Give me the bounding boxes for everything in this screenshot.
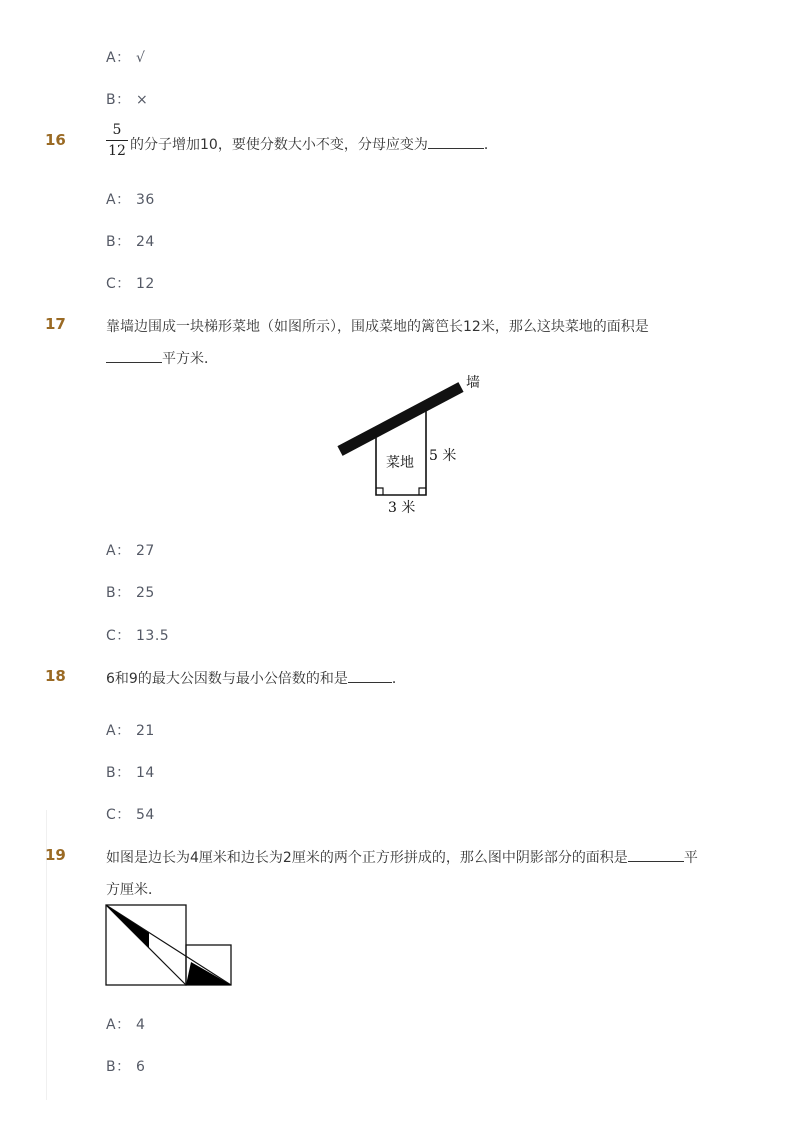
option-label: A：: [106, 1017, 131, 1033]
option-label: A：: [106, 50, 131, 66]
q16-option-a[interactable]: [106, 189, 155, 209]
fraction-bar: [106, 140, 128, 141]
q17-option-c[interactable]: [106, 625, 169, 645]
q19-text-line1: [106, 847, 698, 867]
q18-option-c[interactable]: [106, 804, 155, 824]
option-value: 27: [136, 543, 155, 559]
fraction-numerator: 5: [112, 122, 122, 138]
option-label: C：: [106, 628, 131, 644]
q17-stem-end: 平方米．: [162, 351, 218, 367]
q18-stem-end: ．: [391, 671, 406, 687]
q17-text-line2: [106, 348, 218, 368]
option-value: 12: [136, 276, 155, 292]
option-value: 21: [136, 723, 155, 739]
option-label: C：: [106, 276, 131, 292]
answer-blank: [428, 136, 484, 149]
answer-blank: [106, 350, 162, 363]
option-label: C：: [106, 807, 131, 823]
q19-option-b[interactable]: [106, 1056, 145, 1076]
q18-stem: 6和9的最大公因数与最小公倍数的和是: [106, 671, 348, 687]
option-value: 24: [136, 234, 155, 250]
q17-text-line1: 靠墙边围成一块梯形菜地（如图所示），围成菜地的篱笆长12米，那么这块菜地的面积是: [106, 319, 649, 335]
q16-option-c[interactable]: [106, 273, 155, 293]
option-value: 13.5: [136, 628, 170, 644]
option-label: B：: [106, 234, 131, 250]
option-value: 36: [136, 192, 155, 208]
fraction-denominator: 12: [108, 143, 126, 159]
option-value: 14: [136, 765, 155, 781]
option-value: 54: [136, 807, 155, 823]
option-value: 4: [136, 1017, 146, 1033]
right-angle-mark-left: [376, 488, 383, 495]
q17-option-a[interactable]: [106, 540, 155, 560]
option-label: B：: [106, 1059, 131, 1075]
question-number-17: 17: [45, 315, 66, 333]
q16-text: [130, 134, 498, 154]
q18-option-b[interactable]: [106, 762, 155, 782]
q17-garden-figure: [330, 370, 500, 518]
answer-blank: [348, 670, 392, 683]
q19-squares-figure: [104, 903, 236, 989]
q19-text-line2: 方厘米．: [106, 882, 162, 898]
q19-stem: 如图是边长为4厘米和边长为2厘米的两个正方形拼成的，那么图中阴影部分的面积是: [106, 850, 628, 866]
q16-stem-end: ．: [483, 137, 498, 153]
q18-option-a[interactable]: [106, 720, 155, 740]
option-label: B：: [106, 92, 131, 108]
option-label: A：: [106, 192, 131, 208]
q17-option-b[interactable]: [106, 582, 155, 602]
option-value: 25: [136, 585, 155, 601]
q15-option-b[interactable]: [106, 89, 148, 109]
q18-text: [106, 668, 406, 688]
wall: [340, 387, 461, 451]
q19-option-a[interactable]: [106, 1014, 145, 1034]
bottom-length-label: 3 米: [388, 500, 416, 516]
option-value: ×: [136, 92, 149, 108]
side-length-label: 5 米: [429, 448, 457, 464]
option-label: A：: [106, 543, 131, 559]
shaded-region-lower: [186, 962, 231, 985]
option-label: B：: [106, 765, 131, 781]
option-label: B：: [106, 585, 131, 601]
q16-fraction: [106, 121, 128, 160]
right-angle-mark-right: [419, 488, 426, 495]
answer-blank: [628, 849, 684, 862]
question-number-18: 18: [45, 667, 66, 685]
question-number-16: 16: [45, 131, 66, 149]
q16-option-b[interactable]: [106, 231, 155, 251]
q16-stem: 的分子增加10，要使分数大小不变，分母应变为: [130, 137, 428, 153]
q19-stem-end: 平: [683, 850, 698, 866]
plot-label: 菜地: [386, 455, 414, 471]
option-label: A：: [106, 723, 131, 739]
q15-option-a[interactable]: [106, 47, 145, 67]
option-value: √: [136, 50, 146, 66]
option-value: 6: [136, 1059, 146, 1075]
question-number-19: 19: [45, 846, 66, 864]
wall-label: 墙: [466, 375, 480, 391]
